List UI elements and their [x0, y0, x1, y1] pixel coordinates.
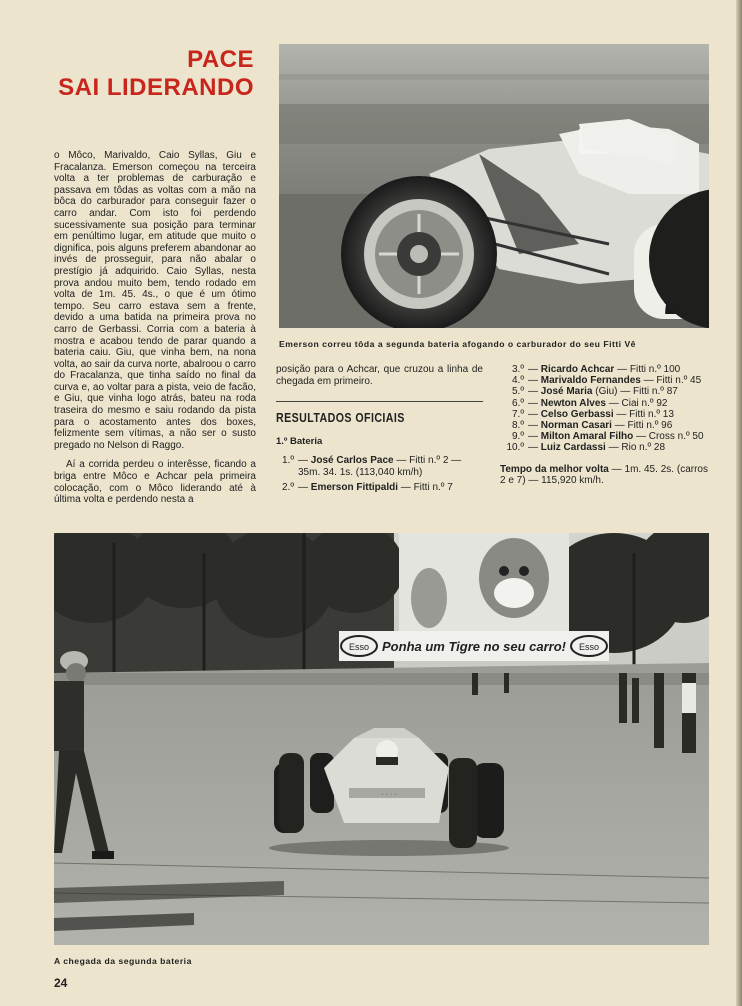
result-row [500, 375, 708, 386]
result-detail: — Fitti n.º 13 [613, 408, 674, 420]
driver-name: Luiz Cardassi [540, 442, 606, 454]
result-position: 8.º [512, 420, 524, 432]
result-text [528, 364, 708, 375]
result-text [528, 375, 708, 386]
result-text [528, 409, 708, 420]
result-position: 10.º [506, 442, 524, 454]
result-detail: — Fitti n.º 45 [640, 375, 702, 387]
page-edge-shadow [736, 0, 742, 1006]
result-position: 7.º [512, 408, 524, 420]
result-row [500, 398, 708, 409]
result-text [298, 482, 483, 494]
result-text [528, 386, 708, 397]
result-dash: — [528, 420, 541, 432]
photo-caption: Emerson correu tôda a segunda bateria afogando o carburador do seu Fitti Vê [279, 339, 636, 349]
driver-name: José Carlos Pace [310, 455, 394, 467]
result-position: 4.º [512, 375, 524, 387]
result-detail: — Fitti n.º 96 [611, 420, 673, 432]
article-column-2 [276, 364, 483, 496]
result-row [500, 431, 708, 442]
result-text [528, 442, 708, 453]
result-detail: (Giu) — Fitti n.º 87 [592, 386, 678, 398]
result-detail: — Rio n.º 28 [605, 442, 666, 454]
result-detail: — Ciai n.º 92 [605, 397, 668, 409]
result-dash: — [528, 375, 541, 387]
result-dash: — [528, 364, 541, 375]
article-paragraph: Aí a corrida perdeu o interêsse, ficando a briga entre Môco e Achcar pela primeira colocação, com o Môco liderando até à última volta e perdendo nesta a [54, 459, 256, 506]
result-row [500, 442, 708, 453]
article-column-3 [500, 364, 708, 486]
result-dash: — [528, 442, 541, 454]
result-detail: — Fitti n.º 7 [398, 481, 453, 493]
driver-name: Milton Amaral Filho [540, 431, 634, 443]
result-detail: — Cross n.º 50 [633, 431, 704, 443]
result-position: 2.º [282, 481, 294, 493]
race-finish-photo [54, 533, 709, 945]
driver-name: Newton Alves [540, 397, 606, 409]
driver-name: Celso Gerbassi [540, 408, 614, 420]
result-dash: — [528, 397, 541, 409]
driver-name: Emerson Fittipaldi [310, 481, 399, 493]
driver-name: Norman Casari [540, 420, 612, 432]
article-paragraph: o Môco, Marivaldo, Caio Syllas, Giu e Fracalanza. Emerson começou na terceira volta a ter problemas de carburação e passava em tôdas as voltas com a mão na bôca do carburador para conseguir fazer o carro andar. Com isto foi perdendo sucessivamente sua posição para terminar em penúltimo lugar, em atitude que muito o dignifica, pois alguns preferem abandonar ao invés de prosseguir, para não abalar o prestígio já adquirido. Caio Syllas, nesta prova andou muito bem, tendo rodado em volta de 1m. 45. 4s., o que é um ótimo tempo. Seu carro estava sem a frente, devido a uma batida na primeira prova no carro de Gerbassi. Corria com a bateria à mostra e acabou tendo de parar quando a bateria caiu. Giu, que vinha bem, na nona volta, ao sair da curva norte, abalroou o carro do Fracalanza, que tinha saído no final da curva e, ao voltar para a pista, veio de facão, e Giu, que vinha logo atrás, bateu na roda traseira do mesmo e saiu rodando da pista para o acostamento antes dos boxes, felizmente sem vítimas, a não ser o susto pregado no Nelson di Raggo. [54, 150, 256, 451]
result-text [528, 398, 708, 409]
billboard-slogan: Ponha um Tigre no seu carro! [382, 639, 566, 654]
article-paragraph: posição para o Achcar, que cruzou a linha de chegada em primeiro. [276, 364, 483, 387]
article-title [40, 46, 254, 102]
photo-caption: A chegada da segunda bateria [54, 956, 192, 966]
result-position: 3.º [512, 364, 524, 375]
result-row [500, 364, 708, 375]
result-row [500, 386, 708, 397]
best-lap [500, 464, 708, 486]
result-position: 6.º [512, 397, 524, 409]
result-detail: — Fitti n.º 100 [614, 364, 681, 375]
esso-logo-left: Esso [348, 642, 370, 652]
result-position: 5.º [512, 386, 524, 398]
svg-text:· · · ·: · · · · [381, 791, 397, 798]
results-heading: RESULTADOS OFICIAIS [276, 410, 405, 426]
result-position: 1.º [282, 455, 294, 467]
result-position: 9.º [512, 431, 524, 443]
result-row [276, 455, 483, 478]
esso-logo-right: Esso [578, 642, 600, 652]
driver-name: Ricardo Achcar [540, 364, 615, 375]
result-dash: — [528, 408, 541, 420]
driver-name: Marivaldo Fernandes [540, 375, 641, 387]
result-text [528, 420, 708, 431]
result-detail: — Fitti n.º 2 — 35m. 34. 1s. (113,040 km/h) [298, 455, 462, 478]
page-number: 24 [54, 976, 68, 990]
result-row [500, 409, 708, 420]
article-column-1 [54, 150, 256, 514]
title-line-2: SAI LIDERANDO [58, 74, 254, 101]
best-lap-label: Tempo da melhor volta [500, 463, 609, 475]
race-car-photo [279, 44, 709, 328]
result-text [528, 431, 708, 442]
result-dash: — [298, 481, 311, 493]
result-row [276, 482, 483, 494]
race-finish-image [54, 533, 709, 945]
race-car-image [279, 44, 709, 328]
battery-label: 1.º Bateria [276, 435, 323, 447]
driver-name: José Maria [540, 386, 593, 398]
result-dash: — [298, 455, 311, 467]
result-row [500, 420, 708, 431]
result-text [298, 455, 483, 478]
divider [276, 401, 483, 402]
title-line-1: PACE [187, 46, 254, 73]
best-lap-value: — 1m. 45. 2s. (carros 2 e 7) — 115,920 km/h. [500, 463, 708, 486]
result-dash: — [528, 431, 541, 443]
result-dash: — [528, 386, 541, 398]
